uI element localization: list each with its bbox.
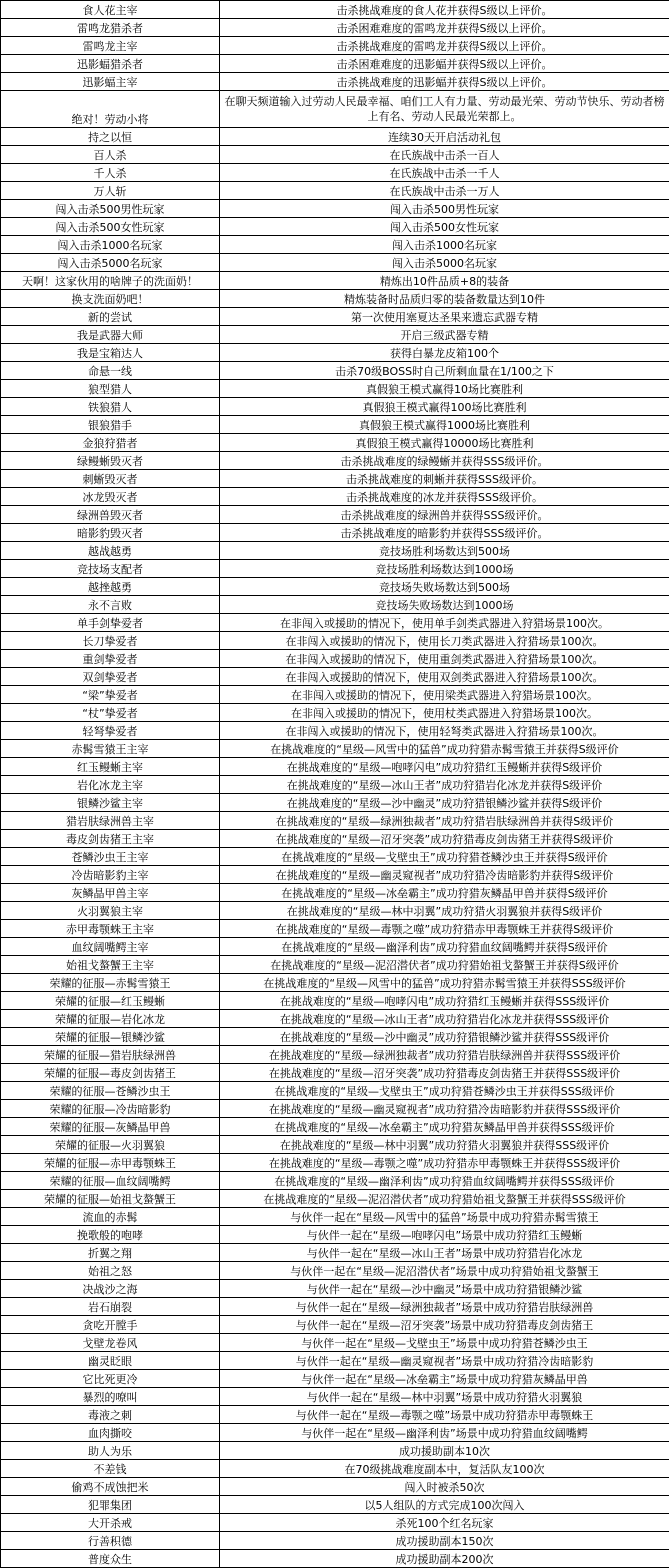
- table-row: [1, 1100, 669, 1118]
- table-row: [1, 218, 669, 236]
- achievement-name-cell: 荣耀的征服—始祖戈螯蟹王: [1, 1190, 220, 1208]
- achievement-condition-cell: 击杀挑战难度的雷鸣龙并获得S级以上评价。: [220, 37, 669, 55]
- table-row: [1, 956, 669, 974]
- table-row: [1, 1226, 669, 1244]
- achievement-condition-cell: 在挑战难度的“星级—咆哮闪电”成功狩猎红玉鳗蜥并获得SSS级评价: [220, 992, 669, 1010]
- achievement-condition-cell: 在挑战难度的“星级—绿洲独裁者”成功狩猎岩肤绿洲兽并获得SSS级评价: [220, 1046, 669, 1064]
- table-row: [1, 1028, 669, 1046]
- achievement-table-body: [1, 1, 669, 1568]
- achievement-condition-cell: 与伙伴一起在“星级—林中羽翼”场景中成功狩猎火羽翼狼: [220, 1388, 669, 1406]
- achievement-condition-cell: 与伙伴一起在“星级—幽泽利齿”场景中成功狩猎血纹阔嘴鳄: [220, 1424, 669, 1442]
- achievement-condition-cell: 与伙伴一起在“星级—风雪中的猛兽”场景中成功狩猎赤髯雪猿王: [220, 1208, 669, 1226]
- achievement-name-cell: 永不言败: [1, 596, 220, 614]
- achievement-condition-cell: 开启三级武器专精: [220, 326, 669, 344]
- table-row: [1, 938, 669, 956]
- table-row: [1, 146, 669, 164]
- achievement-condition-cell: 击杀挑战难度的食人花并获得S级以上评价。: [220, 1, 669, 19]
- achievement-name-cell: 戈壁龙卷风: [1, 1334, 220, 1352]
- achievement-condition-cell: 在挑战难度的“星级—幽灵窥视者”成功狩猎冷齿暗影豹并获得SSS级评价: [220, 1100, 669, 1118]
- achievement-condition-cell: 成功援助副本150次: [220, 1532, 669, 1550]
- table-row: [1, 1478, 669, 1496]
- achievement-name-cell: 铁狼猎人: [1, 398, 220, 416]
- table-row: [1, 1172, 669, 1190]
- achievement-name-cell: 绿鳗蜥毁灭者: [1, 452, 220, 470]
- achievement-condition-cell: 在挑战难度的“星级—幽泽利齿”成功狩猎血纹阔嘴鳄并获得S级评价: [220, 938, 669, 956]
- table-row: [1, 1442, 669, 1460]
- achievement-name-cell: 岩化冰龙主宰: [1, 776, 220, 794]
- table-row: [1, 1424, 669, 1442]
- table-row: [1, 200, 669, 218]
- achievement-condition-cell: 与伙伴一起在“星级—幽灵窥视者”场景中成功狩猎冷齿暗影豹: [220, 1352, 669, 1370]
- achievement-name-cell: 不差钱: [1, 1460, 220, 1478]
- table-row: [1, 55, 669, 73]
- achievement-condition-cell: 在挑战难度的“星级—林中羽翼”成功狩猎火羽翼狼并获得S级评价: [220, 902, 669, 920]
- achievement-condition-cell: 在70级挑战难度副本中，复活队友100次: [220, 1460, 669, 1478]
- achievement-name-cell: 雷鸣龙猎杀者: [1, 19, 220, 37]
- achievement-name-cell: 换支洗面奶吧！: [1, 290, 220, 308]
- table-row: [1, 992, 669, 1010]
- achievement-name-cell: 流血的赤髯: [1, 1208, 220, 1226]
- achievement-condition-cell: 竞技场胜利场数达到1000场: [220, 560, 669, 578]
- achievement-name-cell: 毒皮剑齿猪王主宰: [1, 830, 220, 848]
- table-row: [1, 848, 669, 866]
- achievement-name-cell: 新的尝试: [1, 308, 220, 326]
- achievement-condition-cell: 杀死100个红名玩家: [220, 1514, 669, 1532]
- achievement-name-cell: 暗影豹毁灭者: [1, 524, 220, 542]
- achievement-name-cell: 猎岩肤绿洲兽主宰: [1, 812, 220, 830]
- table-row: [1, 758, 669, 776]
- achievement-name-cell: 偷鸡不成蚀把米: [1, 1478, 220, 1496]
- achievement-name-cell: 金狼狩猎者: [1, 434, 220, 452]
- achievement-name-cell: 荣耀的征服—赤甲毒颚蛛王: [1, 1154, 220, 1172]
- table-row: [1, 776, 669, 794]
- achievement-name-cell: 毒液之刺: [1, 1406, 220, 1424]
- table-row: [1, 524, 669, 542]
- achievement-name-cell: 千人杀: [1, 164, 220, 182]
- achievement-condition-cell: 在挑战难度的“星级—幽灵窥视者”成功狩猎冷齿暗影豹并获得S级评价: [220, 866, 669, 884]
- achievement-name-cell: 荣耀的征服—赤髯雪猿王: [1, 974, 220, 992]
- table-row: [1, 542, 669, 560]
- achievement-condition-cell: 闯入击杀5000名玩家: [220, 254, 669, 272]
- achievement-condition-cell: 精炼装备时品质归零的装备数量达到10件: [220, 290, 669, 308]
- achievement-name-cell: 幽灵眨眼: [1, 1352, 220, 1370]
- table-row: [1, 794, 669, 812]
- table-row: [1, 1532, 669, 1550]
- achievement-name-cell: 灰鳞晶甲兽主宰: [1, 884, 220, 902]
- table-row: [1, 650, 669, 668]
- achievement-name-cell: 暴烈的嘹叫: [1, 1388, 220, 1406]
- achievement-name-cell: 我是宝箱达人: [1, 344, 220, 362]
- achievement-name-cell: 冷齿暗影豹主宰: [1, 866, 220, 884]
- table-row: [1, 830, 669, 848]
- achievement-name-cell: 荣耀的征服—冷齿暗影豹: [1, 1100, 220, 1118]
- achievement-name-cell: 闯入击杀1000名玩家: [1, 236, 220, 254]
- table-row: [1, 1316, 669, 1334]
- achievement-condition-cell: 与伙伴一起在“星级—绿洲独裁者”场景中成功狩猎岩肤绿洲兽: [220, 1298, 669, 1316]
- achievement-name-cell: 双剑挚爱者: [1, 668, 220, 686]
- achievement-condition-cell: 成功援助副本200次: [220, 1550, 669, 1568]
- table-row: [1, 1064, 669, 1082]
- achievement-condition-cell: 在非闯入或援助的情况下，使用长刀类武器进入狩猎场景100次。: [220, 632, 669, 650]
- achievement-condition-cell: 真假狼王模式赢得100场比赛胜利: [220, 398, 669, 416]
- achievement-condition-cell: 竞技场失败场数达到500场: [220, 578, 669, 596]
- table-row: [1, 91, 669, 128]
- achievement-name-cell: 火羽翼狼主宰: [1, 902, 220, 920]
- table-row: [1, 704, 669, 722]
- table-row: [1, 290, 669, 308]
- achievement-name-cell: 我是武器大师: [1, 326, 220, 344]
- table-row: [1, 1, 669, 19]
- achievement-condition-cell: 与伙伴一起在“星级—冰山王者”场景中成功狩猎岩化冰龙: [220, 1244, 669, 1262]
- achievement-condition-cell: 与伙伴一起在“星级—沼牙突袭”场景中成功狩猎毒皮剑齿猪王: [220, 1316, 669, 1334]
- achievement-condition-cell: 在非闯入或援助的情况下，使用梁类武器进入狩猎场景100次。: [220, 686, 669, 704]
- table-row: [1, 1262, 669, 1280]
- table-row: [1, 380, 669, 398]
- achievement-name-cell: 迅影蝠猎杀者: [1, 55, 220, 73]
- achievement-name-cell: 绿洲兽毁灭者: [1, 506, 220, 524]
- table-row: [1, 1550, 669, 1568]
- achievement-condition-cell: 真假狼王模式赢得10000场比赛胜利: [220, 434, 669, 452]
- achievement-condition-cell: 在挑战难度的“星级—泥沼潜伏者”成功狩猎始祖戈螯蟹王并获得SSS级评价: [220, 1190, 669, 1208]
- achievement-condition-cell: 在非闯入或援助的情况下，使用单手剑类武器进入狩猎场景100次。: [220, 614, 669, 632]
- table-row: [1, 560, 669, 578]
- achievement-condition-cell: 精炼出10件品质+8的装备: [220, 272, 669, 290]
- table-row: [1, 1136, 669, 1154]
- achievement-name-cell: 长刀挚爱者: [1, 632, 220, 650]
- table-row: [1, 452, 669, 470]
- achievement-name-cell: 重剑挚爱者: [1, 650, 220, 668]
- achievement-name-cell: 苍鳞沙虫王主宰: [1, 848, 220, 866]
- achievement-name-cell: 荣耀的征服—灰鳞晶甲兽: [1, 1118, 220, 1136]
- achievement-condition-cell: 闯入时被杀50次: [220, 1478, 669, 1496]
- achievement-name-cell: 荣耀的征服—火羽翼狼: [1, 1136, 220, 1154]
- table-row: [1, 37, 669, 55]
- table-row: [1, 614, 669, 632]
- achievement-name-cell: 岩石崩裂: [1, 1298, 220, 1316]
- achievement-name-cell: 助人为乐: [1, 1442, 220, 1460]
- achievement-condition-cell: 击杀挑战难度的绿洲兽并获得SSS级评价。: [220, 506, 669, 524]
- table-row: [1, 722, 669, 740]
- table-row: [1, 1154, 669, 1172]
- achievement-name-cell: 银狼猎手: [1, 416, 220, 434]
- table-row: [1, 1496, 669, 1514]
- table-row: [1, 73, 669, 91]
- table-row: [1, 416, 669, 434]
- table-row: [1, 19, 669, 37]
- achievement-name-cell: 闯入击杀500男性玩家: [1, 200, 220, 218]
- table-row: [1, 398, 669, 416]
- achievement-name-cell: 冰龙毁灭者: [1, 488, 220, 506]
- table-row: [1, 686, 669, 704]
- achievement-condition-cell: 在非闯入或援助的情况下，使用杖类武器进入狩猎场景100次。: [220, 704, 669, 722]
- achievement-condition-cell: 在挑战难度的“星级—泥沼潜伏者”成功狩猎始祖戈螯蟹王并获得S级评价: [220, 956, 669, 974]
- table-row: [1, 974, 669, 992]
- achievement-name-cell: 持之以恒: [1, 128, 220, 146]
- achievement-condition-cell: 在非闯入或援助的情况下，使用轻弩类武器进入狩猎场景100次。: [220, 722, 669, 740]
- table-row: [1, 326, 669, 344]
- achievement-condition-cell: 在挑战难度的“星级—绿洲独裁者”成功狩猎岩肤绿洲兽并获得S级评价: [220, 812, 669, 830]
- achievement-condition-cell: 闯入击杀500男性玩家: [220, 200, 669, 218]
- achievement-name-cell: 它比死更冷: [1, 1370, 220, 1388]
- achievement-name-cell: 血纹阔嘴鳄主宰: [1, 938, 220, 956]
- achievement-name-cell: 刺蜥毁灭者: [1, 470, 220, 488]
- table-row: [1, 1190, 669, 1208]
- achievement-condition-cell: 在挑战难度的“星级—林中羽翼”成功狩猎火羽翼狼并获得SSS级评价: [220, 1136, 669, 1154]
- achievement-condition-cell: 在挑战难度的“星级—风雪中的猛兽”成功狩猎赤髯雪猿王并获得S级评价: [220, 740, 669, 758]
- table-row: [1, 1370, 669, 1388]
- table-row: [1, 272, 669, 290]
- achievement-name-cell: 赤髯雪猿王主宰: [1, 740, 220, 758]
- achievement-name-cell: 折翼之翔: [1, 1244, 220, 1262]
- achievement-name-cell: “杖”挚爱者: [1, 704, 220, 722]
- achievement-name-cell: 赤甲毒颚蛛王主宰: [1, 920, 220, 938]
- table-row: [1, 236, 669, 254]
- achievement-condition-cell: 击杀挑战难度的冰龙并获得SSS级评价。: [220, 488, 669, 506]
- achievement-condition-cell: 在挑战难度的“星级—戈壁虫王”成功狩猎苍鳞沙虫王并获得SSS级评价: [220, 1082, 669, 1100]
- table-row: [1, 578, 669, 596]
- achievement-condition-cell: 在非闯入或援助的情况下，使用双剑类武器进入狩猎场景100次。: [220, 668, 669, 686]
- achievement-condition-cell: 击杀挑战难度的迅影蝠并获得S级以上评价。: [220, 73, 669, 91]
- achievement-condition-cell: 在氏族战中击杀一万人: [220, 182, 669, 200]
- achievement-name-cell: 竞技场支配者: [1, 560, 220, 578]
- achievement-name-cell: 荣耀的征服—红玉鳗蜥: [1, 992, 220, 1010]
- achievement-condition-cell: 击杀挑战难度的刺蜥并获得SSS级评价。: [220, 470, 669, 488]
- achievement-name-cell: 绝对！劳动小将: [1, 91, 220, 128]
- achievement-condition-cell: 真假狼王模式赢得1000场比赛胜利: [220, 416, 669, 434]
- table-row: [1, 1334, 669, 1352]
- achievement-name-cell: 始祖戈螯蟹王主宰: [1, 956, 220, 974]
- achievement-condition-cell: 在挑战难度的“星级—冰山王者”成功狩猎岩化冰龙并获得SSS级评价: [220, 1010, 669, 1028]
- achievement-condition-cell: 在挑战难度的“星级—沙中幽灵”成功狩猎银鳞沙鲨并获得SSS级评价: [220, 1028, 669, 1046]
- achievement-condition-cell: 在挑战难度的“星级—戈壁虫王”成功狩猎苍鳞沙虫王并获得S级评价: [220, 848, 669, 866]
- achievement-condition-cell: 在挑战难度的“星级—毒颚之噬”成功狩猎赤甲毒颚蛛王并获得S级评价: [220, 920, 669, 938]
- achievement-condition-cell: 在聊天频道输入过劳动人民最幸福、咱们工人有力量、劳动最光荣、劳动节快乐、劳动者榜上有名、劳动人民最光荣都上。: [220, 91, 669, 128]
- achievement-name-cell: 闯入击杀5000名玩家: [1, 254, 220, 272]
- achievement-condition-cell: 在挑战难度的“星级—咆哮闪电”成功狩猎红玉鳗蜥并获得S级评价: [220, 758, 669, 776]
- achievement-condition-cell: 与伙伴一起在“星级—沙中幽灵”场景中成功狩猎银鳞沙鲨: [220, 1280, 669, 1298]
- achievement-name-cell: 越战越勇: [1, 542, 220, 560]
- table-row: [1, 164, 669, 182]
- table-row: [1, 1244, 669, 1262]
- achievement-name-cell: “梁”挚爱者: [1, 686, 220, 704]
- achievement-condition-cell: 在氏族战中击杀一千人: [220, 164, 669, 182]
- achievement-name-cell: 大开杀戒: [1, 1514, 220, 1532]
- achievement-condition-cell: 闯入击杀500女性玩家: [220, 218, 669, 236]
- table-row: [1, 668, 669, 686]
- achievement-condition-cell: 获得白暴龙皮箱100个: [220, 344, 669, 362]
- table-row: [1, 1352, 669, 1370]
- achievement-name-cell: 天啊！这家伙用的啥牌子的洗面奶！: [1, 272, 220, 290]
- table-row: [1, 362, 669, 380]
- achievement-name-cell: 百人杀: [1, 146, 220, 164]
- achievement-condition-cell: 击杀困难难度的雷鸣龙并获得S级以上评价。: [220, 19, 669, 37]
- table-row: [1, 344, 669, 362]
- achievement-condition-cell: 在非闯入或援助的情况下，使用重剑类武器进入狩猎场景100次。: [220, 650, 669, 668]
- achievement-condition-cell: 在挑战难度的“星级—冰垒霸主”成功狩猎灰鳞晶甲兽并获得SSS级评价: [220, 1118, 669, 1136]
- table-row: [1, 1280, 669, 1298]
- achievement-condition-cell: 击杀70级BOSS时自己所剩血量在1/100之下: [220, 362, 669, 380]
- achievement-name-cell: 决战沙之海: [1, 1280, 220, 1298]
- achievement-name-cell: 迅影蝠主宰: [1, 73, 220, 91]
- table-row: [1, 1118, 669, 1136]
- achievement-condition-cell: 连续30天开启活动礼包: [220, 128, 669, 146]
- achievement-condition-cell: 成功援助副本10次: [220, 1442, 669, 1460]
- table-row: [1, 632, 669, 650]
- achievement-condition-cell: 闯入击杀1000名玩家: [220, 236, 669, 254]
- table-row: [1, 1388, 669, 1406]
- table-row: [1, 812, 669, 830]
- achievement-condition-cell: 真假狼王模式赢得10场比赛胜利: [220, 380, 669, 398]
- achievement-name-cell: 单手剑挚爱者: [1, 614, 220, 632]
- achievement-name-cell: 荣耀的征服—血纹阔嘴鳄: [1, 1172, 220, 1190]
- achievement-condition-cell: 与伙伴一起在“星级—毒颚之噬”场景中成功狩猎赤甲毒颚蛛王: [220, 1406, 669, 1424]
- achievement-name-cell: 红玉鳗蜥主宰: [1, 758, 220, 776]
- achievement-name-cell: 挽歌般的咆哮: [1, 1226, 220, 1244]
- table-row: [1, 1298, 669, 1316]
- achievement-name-cell: 始祖之怒: [1, 1262, 220, 1280]
- achievement-condition-cell: 与伙伴一起在“星级—冰垒霸主”场景中成功狩猎灰鳞晶甲兽: [220, 1370, 669, 1388]
- achievement-condition-cell: 在挑战难度的“星级—风雪中的猛兽”成功狩猎赤髯雪猿王并获得SSS级评价: [220, 974, 669, 992]
- achievement-name-cell: 荣耀的征服—岩化冰龙: [1, 1010, 220, 1028]
- achievement-condition-cell: 在挑战难度的“星级—沙中幽灵”成功狩猎银鳞沙鲨并获得S级评价: [220, 794, 669, 812]
- achievement-condition-cell: 竞技场失败场数达到1000场: [220, 596, 669, 614]
- achievement-name-cell: 行善积德: [1, 1532, 220, 1550]
- achievement-condition-cell: 在挑战难度的“星级—冰垒霸主”成功狩猎灰鳞晶甲兽并获得S级评价: [220, 884, 669, 902]
- table-row: [1, 434, 669, 452]
- achievement-name-cell: 银鳞沙鲨主宰: [1, 794, 220, 812]
- achievement-condition-cell: 第一次使用塞夏达圣果来遗忘武器专精: [220, 308, 669, 326]
- achievement-condition-cell: 在挑战难度的“星级—幽泽利齿”成功狩猎血纹阔嘴鳄并获得SSS级评价: [220, 1172, 669, 1190]
- achievement-name-cell: 食人花主宰: [1, 1, 220, 19]
- achievement-name-cell: 狼型猎人: [1, 380, 220, 398]
- achievement-name-cell: 血肉撕咬: [1, 1424, 220, 1442]
- table-row: [1, 128, 669, 146]
- achievement-condition-cell: 在挑战难度的“星级—冰山王者”成功狩猎岩化冰龙并获得S级评价: [220, 776, 669, 794]
- achievement-name-cell: 犯罪集团: [1, 1496, 220, 1514]
- achievement-name-cell: 普度众生: [1, 1550, 220, 1568]
- table-row: [1, 902, 669, 920]
- table-row: [1, 740, 669, 758]
- table-row: [1, 920, 669, 938]
- achievement-name-cell: 荣耀的征服—银鳞沙鲨: [1, 1028, 220, 1046]
- achievement-condition-cell: 在挑战难度的“星级—毒颚之噬”成功狩猎赤甲毒颚蛛王并获得SSS级评价: [220, 1154, 669, 1172]
- achievement-condition-cell: 在挑战难度的“星级—沼牙突袭”成功狩猎毒皮剑齿猪王并获得SSS级评价: [220, 1064, 669, 1082]
- table-row: [1, 596, 669, 614]
- achievement-condition-cell: 在挑战难度的“星级—沼牙突袭”成功狩猎毒皮剑齿猪王并获得S级评价: [220, 830, 669, 848]
- table-row: [1, 488, 669, 506]
- table-row: [1, 254, 669, 272]
- achievement-name-cell: 贪吃开膛手: [1, 1316, 220, 1334]
- table-row: [1, 1514, 669, 1532]
- achievement-name-cell: 闯入击杀500女性玩家: [1, 218, 220, 236]
- achievement-condition-cell: 与伙伴一起在“星级—咆哮闪电”场景中成功狩猎红玉鳗蜥: [220, 1226, 669, 1244]
- table-row: [1, 1010, 669, 1028]
- table-row: [1, 1046, 669, 1064]
- achievement-name-cell: 越挫越勇: [1, 578, 220, 596]
- table-row: [1, 470, 669, 488]
- achievement-condition-cell: 在氏族战中击杀一百人: [220, 146, 669, 164]
- achievement-condition-cell: 击杀困难难度的迅影蝠并获得S级以上评价。: [220, 55, 669, 73]
- achievement-condition-cell: 竞技场胜利场数达到500场: [220, 542, 669, 560]
- table-row: [1, 1082, 669, 1100]
- achievement-condition-cell: 以5人组队的方式完成100次闯入: [220, 1496, 669, 1514]
- achievement-condition-cell: 击杀挑战难度的绿鳗蜥并获得SSS级评价。: [220, 452, 669, 470]
- achievement-condition-cell: 与伙伴一起在“星级—戈壁虫王”场景中成功狩猎苍鳞沙虫王: [220, 1334, 669, 1352]
- achievement-name-cell: 命悬一线: [1, 362, 220, 380]
- table-row: [1, 1208, 669, 1226]
- table-row: [1, 182, 669, 200]
- table-row: [1, 308, 669, 326]
- achievement-name-cell: 荣耀的征服—苍鳞沙虫王: [1, 1082, 220, 1100]
- achievement-name-cell: 轻弩挚爱者: [1, 722, 220, 740]
- achievement-name-cell: 荣耀的征服—毒皮剑齿猪王: [1, 1064, 220, 1082]
- achievement-condition-cell: 击杀挑战难度的暗影豹并获得SSS级评价。: [220, 524, 669, 542]
- achievement-name-cell: 万人斩: [1, 182, 220, 200]
- achievement-condition-cell: 与伙伴一起在“星级—泥沼潜伏者”场景中成功狩猎始祖戈螯蟹王: [220, 1262, 669, 1280]
- table-row: [1, 1406, 669, 1424]
- achievement-name-cell: 荣耀的征服—猎岩肤绿洲兽: [1, 1046, 220, 1064]
- table-row: [1, 866, 669, 884]
- table-row: [1, 506, 669, 524]
- table-row: [1, 1460, 669, 1478]
- achievement-name-cell: 雷鸣龙主宰: [1, 37, 220, 55]
- table-row: [1, 884, 669, 902]
